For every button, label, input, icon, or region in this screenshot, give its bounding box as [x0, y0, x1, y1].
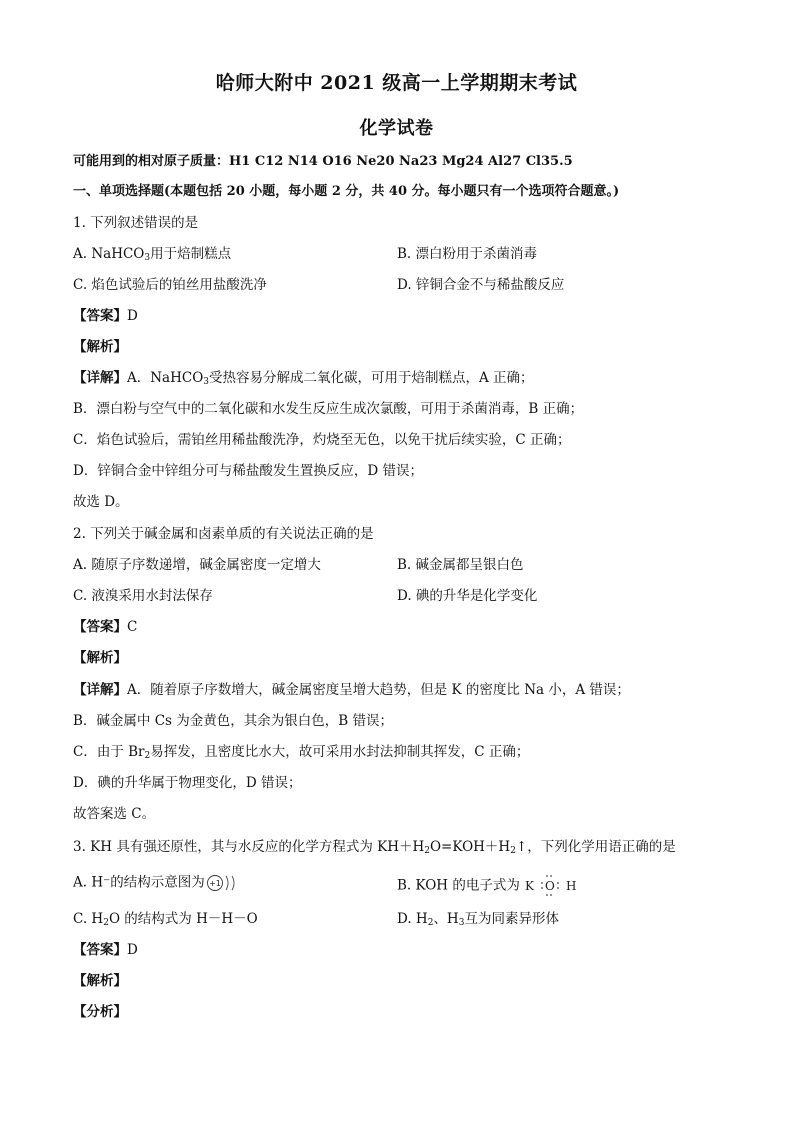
q3-option-c	[73, 910, 258, 928]
koh-hydrogen-symbol: H	[565, 879, 577, 893]
q3-option-c-pre: C. H	[73, 911, 104, 927]
q1-option-d: D. 锌铜合金不与稀盐酸反应	[397, 277, 565, 293]
q1-detail-d: D．锌铜合金中锌组分可与稀盐酸发生置换反应，D 错误；	[73, 463, 423, 479]
q2-detail-c-pre: C．由于 Br	[73, 744, 145, 760]
q1-detail-a-post: 受热容易分解成二氧化碳，可用于焙制糕点，A 正确；	[209, 370, 534, 386]
q3-option-d-sub1: 2	[427, 918, 434, 928]
q1-detail-a	[73, 369, 534, 387]
q1-conclusion: 故选 D。	[73, 494, 129, 510]
koh-oxygen-symbol: O	[544, 879, 555, 893]
koh-electron-formula	[522, 873, 582, 899]
hydride-ion-diagram	[206, 873, 240, 893]
question-2-stem: 2. 下列关于碱金属和卤素单质的有关说法正确的是	[73, 526, 374, 542]
koh-potassium-symbol: K	[524, 879, 534, 893]
q3-option-c-sub: 2	[103, 918, 109, 928]
q1-answer	[73, 307, 138, 325]
exam-title: 哈师大附中 2021 级高一上学期期末考试	[215, 72, 578, 94]
q2-detail-b: B．碱金属中 Cs 为金黄色，其余为银白色，B 错误；	[73, 713, 393, 729]
q2-answer-tag: 【答案】	[73, 619, 127, 635]
q3-option-b-text: B. KOH 的电子式为	[397, 877, 520, 894]
q2-detail-tag: 【详解】	[73, 682, 127, 698]
exam-subtitle: 化学试卷	[359, 118, 434, 139]
q1-detail-b: B．漂白粉与空气中的二氧化碳和水发生反应生成次氯酸，可用于杀菌消毒，B 正确；	[73, 401, 584, 417]
q1-analysis-tag: 【解析】	[73, 339, 127, 355]
q2-option-d: D. 碘的升华是化学变化	[397, 588, 538, 604]
q1-option-a	[73, 245, 231, 263]
q3-stem-post: ↑，下列化学用语正确的是	[515, 839, 676, 855]
q2-detail-c-post: 易挥发，且密度比水大，故可采用水封法抑制其挥发，C 正确；	[150, 744, 530, 760]
q3-option-a	[73, 873, 240, 893]
q2-detail-c-sub: 2	[144, 751, 151, 761]
q1-option-b: B. 漂白粉用于杀菌消毒	[397, 246, 538, 262]
q2-analysis-tag: 【解析】	[73, 650, 127, 666]
q1-detail-a-pre: A．NaHCO	[127, 370, 204, 386]
q3-option-d	[397, 910, 559, 928]
q3-answer-value: D	[127, 942, 138, 958]
q1-answer-value: D	[127, 308, 138, 324]
hydride-nucleus-label: +1	[208, 879, 221, 888]
q1-option-a-pre: A. NaHCO	[73, 246, 145, 262]
q3-option-b	[397, 873, 582, 899]
q1-option-c: C. 焰色试验后的铂丝用盐酸洗净	[73, 277, 267, 293]
q1-detail-a-sub: 3	[203, 377, 210, 387]
q3-option-d-mid: 、H	[433, 911, 459, 927]
q3-option-d-sub2: 3	[458, 918, 465, 928]
q2-option-b: B. 碱金属都呈银白色	[397, 557, 524, 573]
q1-option-a-sub: 3	[144, 253, 151, 263]
atomic-masses: 可能用到的相对原子质量：H1 C12 N14 O16 Ne20 Na23 Mg24 Al27 Cl35.5	[73, 154, 573, 169]
q2-detail-d: D．碘的升华属于物理变化，D 错误；	[73, 775, 302, 791]
q3-option-a-text: A. H⁻的结构示意图为	[73, 874, 205, 891]
q2-answer-value: C	[127, 619, 138, 635]
q2-detail-a-text: A．随着原子序数增大，碱金属密度呈增大趋势，但是 K 的密度比 Na 小，A 错误；	[127, 682, 630, 698]
q3-stem-sub2: 2	[510, 846, 516, 856]
q1-answer-tag: 【答案】	[73, 308, 127, 324]
q1-detail-c: C．焰色试验后，需铂丝用稀盐酸洗净，灼烧至无色，以免干扰后续实验，C 正确；	[73, 432, 571, 448]
question-3-stem	[73, 838, 676, 856]
q2-conclusion: 故答案选 C。	[73, 806, 156, 822]
q3-stem-pre: 3. KH 具有强还原性，其与水反应的化学方程式为 KH＋H	[73, 839, 425, 855]
q2-option-c: C. 液溴采用水封法保存	[73, 588, 213, 604]
q3-fenxi-tag: 【分析】	[73, 1004, 127, 1020]
q3-answer	[73, 941, 138, 959]
q2-detail-a	[73, 681, 630, 699]
q2-option-a: A. 随原子序数递增，碱金属密度一定增大	[73, 557, 321, 573]
section-heading: 一、单项选择题(本题包括 20 小题，每小题 2 分，共 40 分。每小题只有一个选项符合题意。)	[73, 184, 620, 199]
q1-detail-tag: 【详解】	[73, 370, 127, 386]
q3-stem-mid: O=KOH＋H	[429, 839, 511, 855]
q3-analysis-tag: 【解析】	[73, 973, 127, 989]
q2-detail-c	[73, 743, 529, 761]
q3-stem-sub1: 2	[424, 846, 430, 856]
q2-answer	[73, 618, 137, 636]
q3-answer-tag: 【答案】	[73, 942, 127, 958]
q3-option-c-post: O 的结构式为 H－H－O	[108, 911, 258, 927]
q1-option-a-post: 用于焙制糕点	[150, 246, 232, 262]
question-1-stem: 1. 下列叙述错误的是	[73, 215, 199, 231]
q3-option-d-post: 互为同素异形体	[464, 911, 559, 927]
q3-option-d-pre: D. H	[397, 911, 428, 927]
